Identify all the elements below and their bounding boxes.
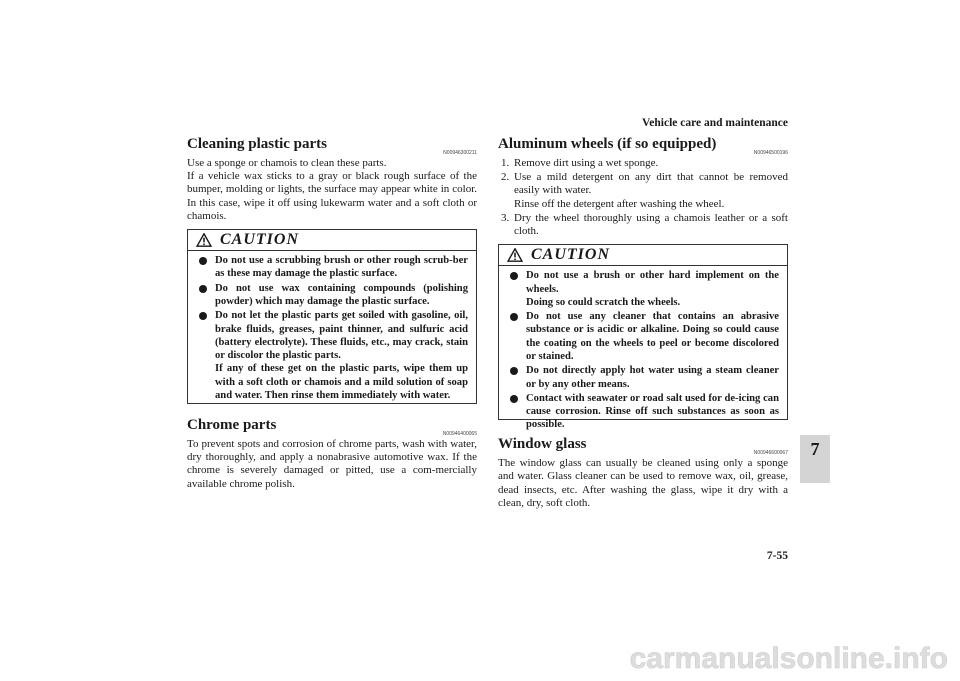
chrome-section [187, 417, 477, 491]
plastic-section [187, 136, 477, 223]
wheels-caution-box [498, 244, 788, 431]
caution-item-text: Do not use wax containing compounds (polishing powder) which may damage the plastic surface. [215, 282, 468, 307]
warning-triangle-icon [507, 248, 523, 262]
left-column [187, 136, 477, 491]
caution-item-text: Do not use a scrubbing brush or other rough scrub-ber as these may damage the plastic surface. [215, 255, 468, 280]
caution-item [196, 309, 468, 402]
caution-item-text: Do not use a brush or other hard implement on the wheels. [526, 270, 779, 295]
step-subtext: Rinse off the detergent after washing the wheel. [514, 197, 725, 210]
caution-header [188, 230, 476, 251]
caution-item [507, 310, 779, 363]
caution-item-subtext: Doing so could scratch the wheels. [526, 296, 681, 308]
svg-text:carmanualsonline.info: carmanualsonline.info [629, 642, 948, 675]
plastic-heading: Cleaning plastic parts [187, 136, 328, 152]
step-number: 1. [501, 157, 510, 169]
bullet-icon [510, 367, 518, 375]
bullet-icon [510, 313, 518, 321]
glass-section [498, 436, 788, 510]
chrome-heading: Chrome parts [187, 417, 277, 434]
warning-triangle-icon [196, 233, 212, 247]
step-item [501, 171, 788, 211]
caution-item-text: Do not let the plastic parts get soiled with gasoline, oil, brake fluids, greases, paint thinner, and sulfuric acid (battery electrolyte). These fluids, etc., may crack, stain or discolor the plastic parts. [215, 310, 468, 362]
bullet-icon [199, 257, 207, 265]
caution-title: CAUTION [220, 231, 300, 249]
step-text: Dry the wheel thoroughly using a chamois leather or a soft cloth. [514, 211, 788, 238]
plastic-para-2: If a vehicle wax sticks to a gray or black rough surface of the bumper, molding or lights, the surface may appear white in color. In this case, wipe it off using lukewarm water and a soft cloth or chamois. [187, 170, 477, 222]
wheels-section [498, 136, 788, 238]
caution-list [188, 251, 476, 405]
caution-item [507, 269, 779, 309]
caution-item [196, 254, 468, 281]
step-number: 3. [501, 211, 510, 224]
plastic-para-1: Use a sponge or chamois to clean these parts. [187, 157, 387, 169]
glass-code: N00946600067 [753, 450, 788, 457]
plastic-caution-box [187, 229, 477, 404]
chapter-tab [800, 435, 830, 483]
glass-heading: Window glass [498, 436, 587, 453]
step-text: Remove dirt using a wet sponge. [514, 157, 659, 169]
bullet-icon [199, 285, 207, 293]
page-number: 7-55 [766, 550, 788, 562]
chapter-tab-label: 7 [810, 439, 820, 459]
wheels-code: N00946500196 [753, 150, 788, 156]
caution-header [499, 245, 787, 266]
caution-item [507, 392, 779, 432]
caution-item [196, 282, 468, 309]
plastic-code: N00946300211 [443, 150, 477, 156]
caution-item-subtext: If any of these get on the plastic parts, wipe them up with a soft cloth or chamois and a mild solution of soap and water. Then rinse them immediately with water. [215, 363, 468, 401]
caution-item-text: Contact with seawater or road salt used for de-icing can cause corrosion. Rinse off such substances as soon as possible. [526, 392, 779, 431]
glass-para: The window glass can usually be cleaned using only a sponge and water. Glass cleaner can be used to remove wax, oil, grease, dead insects, etc. After washing the glass, wipe it dry with a clean, dry, soft cloth. [498, 457, 788, 509]
wheels-heading: Aluminum wheels (if so equipped) [498, 136, 717, 152]
caution-item [507, 364, 779, 391]
caution-item-text: Do not directly apply hot water using a steam cleaner or by any other means. [526, 365, 779, 390]
chrome-code: N00946400065 [442, 431, 477, 438]
wheels-steps [498, 157, 788, 238]
step-item [501, 212, 788, 238]
bullet-icon [510, 395, 518, 403]
chrome-para: To prevent spots and corrosion of chrome parts, wash with water, dry thoroughly, and apply a nonabrasive automotive wax. If the chrome is severely damaged or pitted, use a com-mercially available chrome polish. [187, 438, 477, 490]
watermark-logo [560, 640, 950, 676]
right-column [498, 136, 788, 510]
bullet-icon [199, 312, 207, 320]
caution-list [499, 266, 787, 435]
step-text: Use a mild detergent on any dirt that cannot be removed easily with water. [514, 171, 788, 197]
step-number: 2. [501, 171, 510, 184]
bullet-icon [510, 272, 518, 280]
watermark [560, 640, 950, 676]
caution-title: CAUTION [531, 246, 611, 264]
caution-item-text: Do not use any cleaner that contains an abrasive substance or is acidic or alkaline. Doing so could cause the coating on the wheels to peel or become discolored or stained. [526, 311, 779, 362]
running-header: Vehicle care and maintenance [642, 117, 788, 129]
step-item [501, 157, 788, 170]
